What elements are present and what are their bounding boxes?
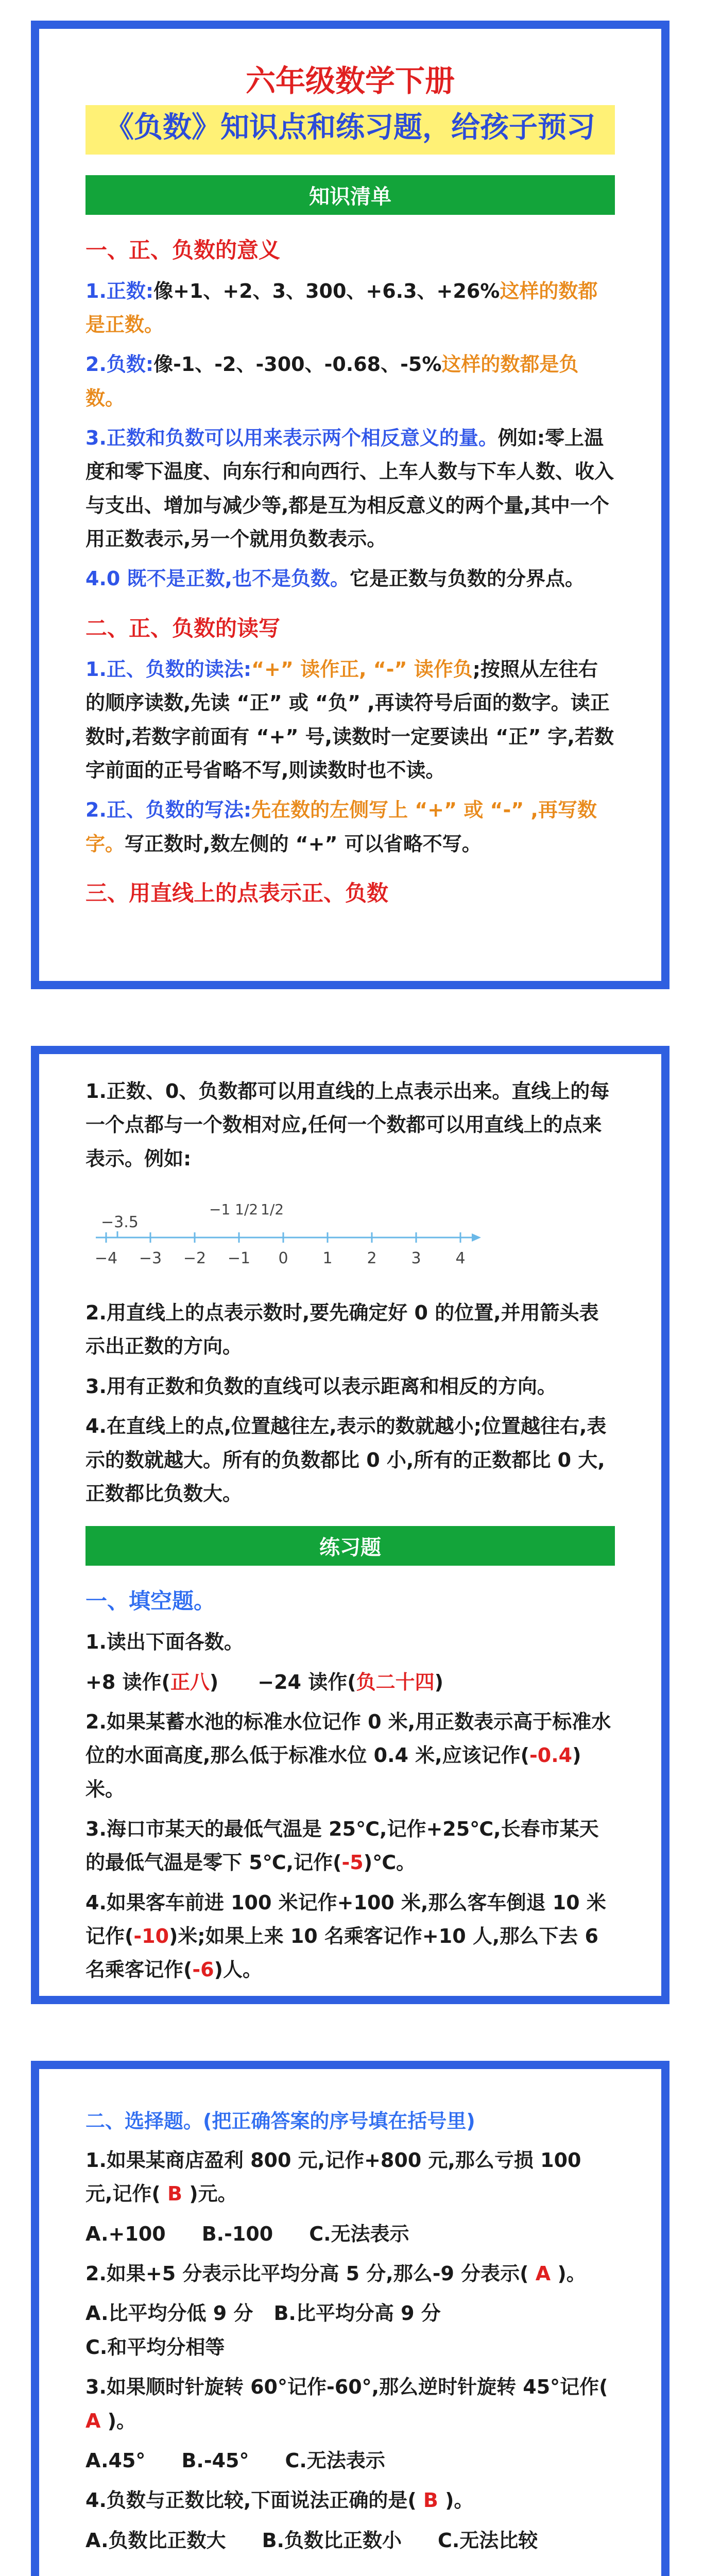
- q1-answers: [85, 1666, 615, 1699]
- page-subtitle: 《负数》知识点和练习题，给孩子预习: [85, 105, 615, 155]
- label-positive: 1.正数:: [85, 279, 154, 302]
- section-title-fill: 一、填空题。: [85, 1588, 216, 1614]
- text-read: ;按照从左往右的顺序读数,先读 “正” 或 “负” ,再读符号后面的数字。读正数时,若数字前面有 “+” 号,读数时一定要读出 “正” 字,若数字前面的正号省略不写,则读数时也不读。: [85, 657, 614, 782]
- q3-post: )℃。: [363, 1851, 416, 1874]
- choice-q2-pre: 2.如果+5 分表示比平均分高 5 分,那么-9 分表示(: [85, 2262, 529, 2285]
- option-b: B.比平均分高 9 分: [273, 2302, 441, 2325]
- option-b: B.-45°: [181, 2449, 249, 2472]
- text-opposite: 例如:零上温度和零下温度、向东行和向西行、上车人数与下车人数、收入与支出、增加与减少等,都是互为相反意义的两个量,其中一个用正数表示,另一个就用负数表示。: [85, 427, 614, 551]
- q2-post: )米。: [85, 1744, 581, 1801]
- q4-answer-2: -6: [192, 1958, 214, 1981]
- option-a: A.45°: [85, 2449, 146, 2472]
- tick-label: 2: [367, 1249, 377, 1268]
- card-numberline-practice: [31, 1046, 670, 2004]
- q2-pre: 2.如果某蓄水池的标准水位记作 0 米,用正数表示高于标准水位的水面高度,那么低于标准水位 0.4 米,应该记作(: [85, 1710, 611, 1767]
- choice-q4-answer: B: [416, 2489, 445, 2512]
- q2: [85, 1705, 615, 1806]
- choice-q2-answer: A: [528, 2262, 558, 2285]
- text-zero: 它是正数与负数的分界点。: [349, 567, 585, 590]
- tick-label: 4: [455, 1249, 466, 1268]
- choice-q3-answer: A: [85, 2409, 108, 2432]
- tick-label: 3: [411, 1249, 421, 1268]
- choice-q1-post: )元。: [189, 2182, 237, 2206]
- label-write: 2.正、负数的写法:: [85, 799, 252, 822]
- q1: 1.读出下面各数。: [85, 1631, 244, 1654]
- q1b-post: ): [434, 1670, 443, 1693]
- para-negative: [85, 348, 615, 415]
- choice-q1-pre: 1.如果某商店盈利 800 元,记作+800 元,那么亏损 100 元,记作(: [85, 2149, 581, 2206]
- option-c: C.无法比较: [437, 2529, 538, 2552]
- q3-pre: 3.海口市某天的最低气温是 25℃,记作+25℃,长春市某天的最低气温是零下 5℃,记作(: [85, 1818, 599, 1874]
- tick-label: −4: [94, 1249, 118, 1268]
- section-title-choice: 二、选择题。(把正确答案的序号填在括号里): [85, 2110, 475, 2132]
- section-title-numberline: 三、用直线上的点表示正、负数: [85, 880, 389, 906]
- axis-arrow-icon: [472, 1233, 481, 1242]
- card-knowledge: [31, 21, 670, 989]
- card-choice-bank: [31, 2061, 670, 2576]
- label-read: 1.正、负数的读法:: [85, 657, 252, 681]
- option-b: B.负数比正数小: [262, 2529, 402, 2552]
- choice-q4-pre: 4.负数与正数比较,下面说法正确的是(: [85, 2489, 417, 2512]
- numberline-p2: 2.用直线上的点表示数时,要先确定好 0 的位置,并用箭头表示出正数的方向。: [85, 1301, 599, 1358]
- section-title-readwrite: 二、正、负数的读写: [85, 615, 281, 641]
- option-b: B.-100: [201, 2222, 273, 2245]
- option-a: A.+100: [85, 2222, 166, 2245]
- q4-pre: 4.如果客车前进 100 米记作+100 米,那么客车倒退 10 米记作(: [85, 1891, 606, 1948]
- q1a-answer: 正八: [170, 1670, 210, 1693]
- q1a-pre: +8 读作(: [85, 1670, 170, 1693]
- section-title-meaning: 一、正、负数的意义: [85, 237, 281, 263]
- para-opposite: [85, 421, 615, 556]
- tick-label: −3: [139, 1249, 162, 1268]
- tick-label: −2: [183, 1249, 207, 1268]
- option-a: A.比平均分低 9 分: [85, 2302, 253, 2325]
- numberline-intro: 1.正数、0、负数都可以用直线的上点表示出来。直线上的每一个点都与一个数相对应,任何一个数都可以用直线上的点来表示。例如:: [85, 1080, 610, 1170]
- q4: [85, 1886, 615, 1987]
- section-bar-practice: 练习题: [85, 1526, 615, 1566]
- section-bar-knowledge: 知识清单: [85, 175, 615, 215]
- para-read: [85, 653, 615, 787]
- choice-q1-options: [85, 2217, 615, 2251]
- text-positive: 像+1、+2、3、300、+6.3、+26%: [153, 279, 500, 302]
- choice-q2-post: )。: [557, 2262, 586, 2285]
- option-c: C.无法表示: [285, 2449, 385, 2472]
- label-negative: 2.负数:: [85, 353, 154, 376]
- page-title: 六年级数学下册: [245, 63, 455, 98]
- number-line-svg: [85, 1191, 487, 1279]
- choice-q3-options: [85, 2444, 615, 2478]
- quote-read: “+” 读作正, “-” 读作负: [251, 657, 473, 681]
- text-negative: 像-1、-2、-300、-0.68、-5%: [153, 353, 442, 376]
- choice-q4-post: )。: [445, 2489, 474, 2512]
- choice-q3-post: )。: [107, 2409, 136, 2432]
- tail-negative: 这样的数都是负数。: [85, 353, 579, 410]
- para-write: [85, 793, 615, 861]
- section-title-bank: [85, 2573, 615, 2576]
- q4-post: )人。: [214, 1958, 262, 1981]
- para-zero: [85, 562, 615, 596]
- choice-q1: [85, 2144, 615, 2211]
- choice-q2-options: [85, 2297, 615, 2364]
- number-line: [85, 1191, 615, 1281]
- tick-label: 0: [278, 1249, 288, 1268]
- para-positive: [85, 275, 615, 342]
- choice-q2: [85, 2257, 615, 2291]
- q4-answer: -10: [133, 1925, 169, 1948]
- quote-write: 先在数的左侧写上 “+” 或 “-” ,再写数字。: [85, 799, 597, 855]
- tick-label: 1: [322, 1249, 333, 1268]
- choice-q3: [85, 2370, 615, 2438]
- option-a: A.负数比正数大: [85, 2529, 226, 2552]
- q1b-answer: 负二十四: [356, 1670, 435, 1693]
- tail-positive: 这样的数都是正数。: [85, 279, 598, 336]
- q2-answer: -0.4: [529, 1744, 573, 1767]
- q3: [85, 1812, 615, 1880]
- numberline-p3: 3.用有正数和负数的直线可以表示距离和相反的方向。: [85, 1375, 557, 1398]
- choice-q3-pre: 3.如果顺时针旋转 60°记作-60°,那么逆时针旋转 45°记作(: [85, 2376, 608, 2399]
- option-c: C.和平均分相等: [85, 2335, 225, 2359]
- label-zero: 4.0 既不是正数,也不是负数。: [85, 567, 350, 590]
- q1a-mid: ) −24 读作(: [209, 1670, 356, 1693]
- choice-q4-options: [85, 2524, 615, 2557]
- tick-label: −1: [227, 1249, 251, 1268]
- label-neg-3-5: −3.5: [101, 1213, 139, 1232]
- q4-mid: )米;如果上来 10 名乘客记作+10 人,那么下去 6 名乘客记作(: [85, 1925, 598, 1981]
- label-neg-1-half: −1 1/2: [209, 1201, 259, 1218]
- numberline-p4: 4.在直线上的点,位置越往左,表示的数就越小;位置越往右,表示的数就越大。所有的负数都比 0 小,所有的正数都比 0 大,正数都比负数大。: [85, 1415, 607, 1505]
- choice-q1-answer: B: [160, 2182, 190, 2206]
- label-half: 1/2: [261, 1201, 284, 1218]
- option-c: C.无法表示: [309, 2222, 409, 2245]
- q3-answer: -5: [341, 1851, 364, 1874]
- choice-q4: [85, 2484, 615, 2517]
- text-write: 写正数时,数左侧的 “+” 可以省略不写。: [125, 832, 482, 855]
- label-opposite: 3.正数和负数可以用来表示两个相反意义的量。: [85, 427, 498, 450]
